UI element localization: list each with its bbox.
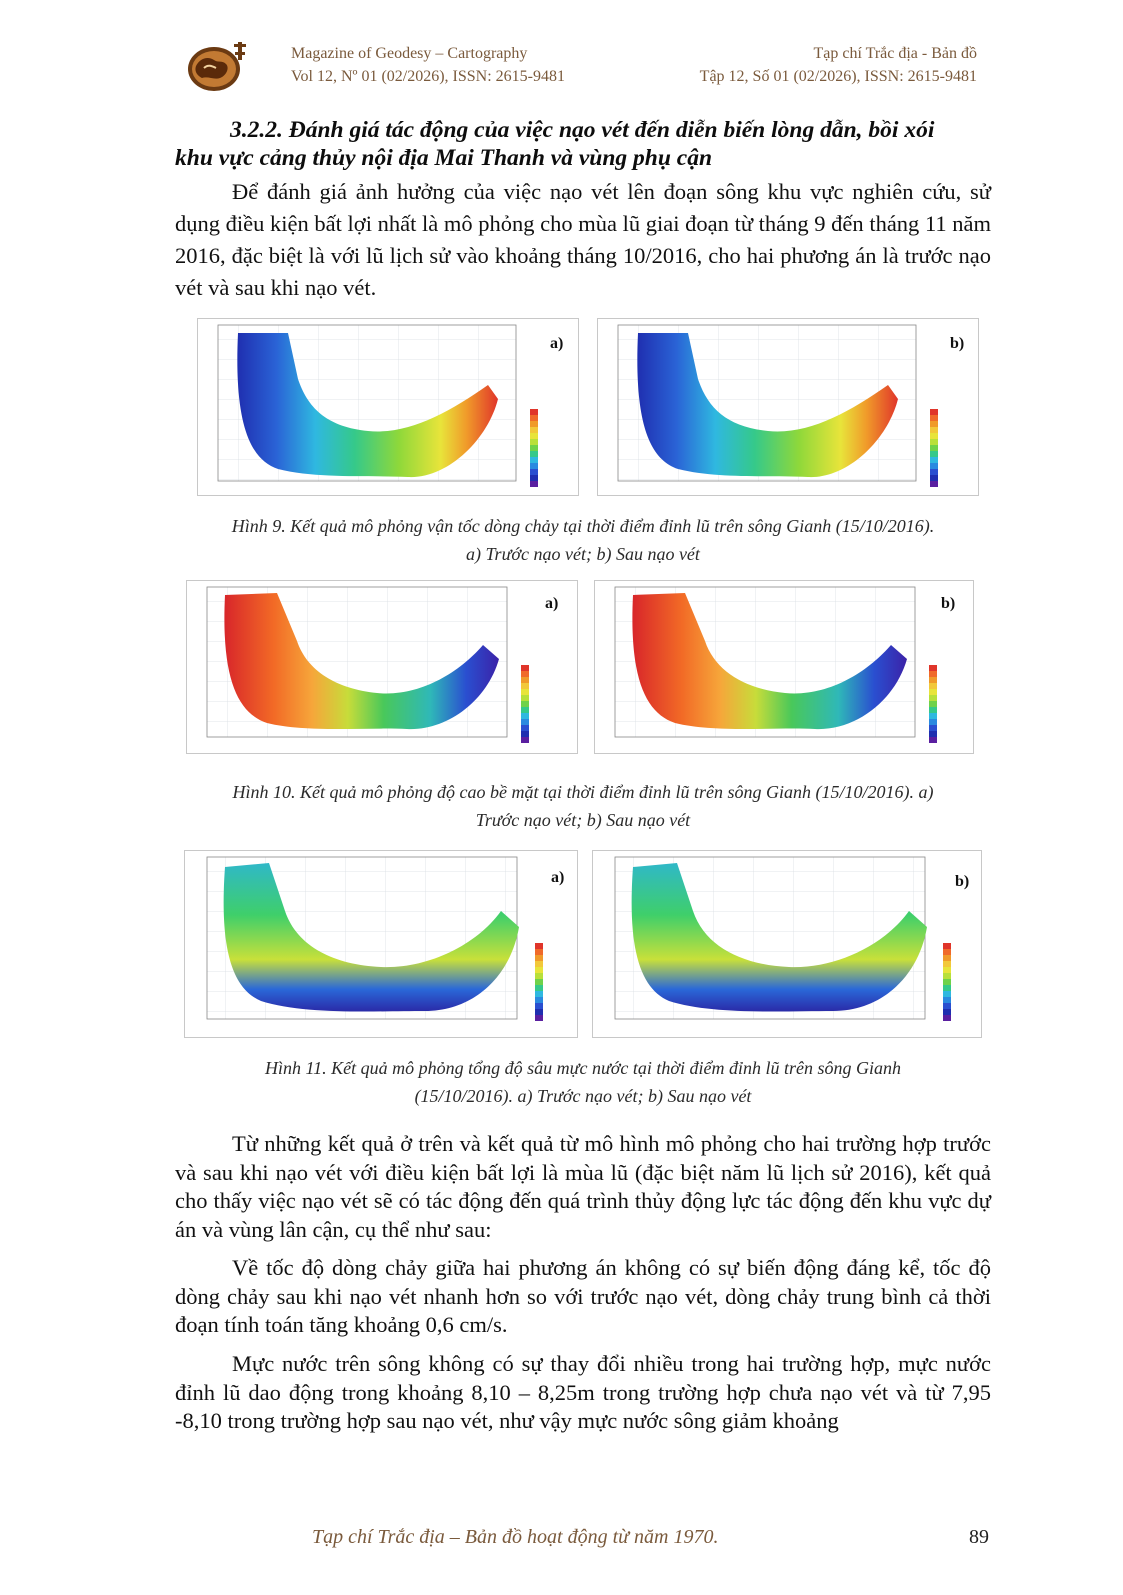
fig10-caption [175, 778, 991, 834]
fig11-label-b: b) [955, 873, 970, 890]
fig11-label-a: a) [551, 869, 565, 886]
fig10-caption-line2: Trước nạo vét; b) Sau nạo vét [475, 810, 691, 830]
fig9-caption [175, 512, 991, 568]
fig10-caption-line1: Hình 10. Kết quả mô phỏng độ cao bề mặt tại thời điểm đỉnh lũ trên sông Gianh (15/10/2016). a) [232, 782, 934, 802]
footer-tagline: Tạp chí Trắc địa – Bản đồ hoạt động từ năm 1970. [312, 1526, 719, 1548]
fig11-map-b [592, 850, 982, 1038]
header-right [700, 42, 977, 88]
fig9-map-b [597, 318, 979, 496]
journal-issue-en: Vol 12, Nº 01 (02/2026), ISSN: 2615-9481 [291, 68, 566, 85]
journal-name-vi: Tạp chí Trắc địa - Bản đồ [813, 45, 977, 62]
paragraph-intro: Để đánh giá ảnh hưởng của việc nạo vét lên đoạn sông khu vực nghiên cứu, sử dụng điều kiện bất lợi nhất là mô phỏng cho mùa lũ giai đoạn từ tháng 9 đến tháng 11 năm 2016, đặc biệt là với lũ lịch sử vào khoảng tháng 10/2016, cho hai phương án là trước nạo vét và sau khi nạo vét. [175, 179, 991, 300]
fig9-label-b: b) [950, 335, 965, 352]
fig10-map-b [594, 580, 974, 754]
fig9-caption-line2: a) Trước nạo vét; b) Sau nạo vét [466, 544, 700, 564]
fig11-map-a [184, 850, 578, 1038]
journal-logo-icon [182, 38, 254, 94]
fig10-map-a [186, 580, 578, 754]
fig10-label-a: a) [545, 595, 559, 612]
page-number: 89 [969, 1526, 989, 1548]
fig11-caption-line2: (15/10/2016). a) Trước nạo vét; b) Sau nạo vét [414, 1086, 752, 1106]
paragraph-flow-velocity: Về tốc độ dòng chảy giữa hai phương án không có sự biến động đáng kể, tốc độ dòng chảy sau khi nạo vét nhanh hơn so với trước nạo vét, dòng chảy trung bình cả thời đoạn tính toán tăng khoảng 0,6 cm/s. [175, 1255, 991, 1337]
fig9-map-a [197, 318, 579, 496]
paragraph-conclusion-intro: Từ những kết quả ở trên và kết quả từ mô hình mô phỏng cho hai trường hợp trước và sau khi nạo vét với điều kiện bất lợi là mùa lũ (đặc biệt năm lũ lịch sử 2016), kết quả cho thấy việc nạo vét sẽ có tác động đến quá trình thủy động lực tác động đến khu vực dự án và vùng lân cận, cụ thể như sau: [175, 1131, 991, 1242]
journal-name-en: Magazine of Geodesy – Cartography [291, 45, 528, 62]
journal-issue-vi: Tập 12, Số 01 (02/2026), ISSN: 2615-9481 [699, 68, 977, 85]
paragraph-water-level: Mực nước trên sông không có sự thay đổi nhiều trong hai trường hợp, mực nước đỉnh lũ dao động trong khoảng 8,10 – 8,25m trong trường hợp chưa nạo vét và từ 7,95 -8,10 trong trường hợp sau nạo vét, như vậy mực nước sông giảm khoảng [175, 1351, 991, 1433]
header-left [291, 42, 565, 88]
fig9-label-a: a) [550, 335, 564, 352]
fig10-label-b: b) [941, 595, 956, 612]
section-heading [175, 116, 991, 172]
fig11-caption [175, 1054, 991, 1110]
fig9-caption-line1: Hình 9. Kết quả mô phỏng vận tốc dòng chảy tại thời điểm đỉnh lũ trên sông Gianh (15/10/2016). [231, 516, 935, 536]
section-heading-line1: 3.2.2. Đánh giá tác động của việc nạo vét đến diễn biến lòng dẫn, bồi xói [230, 117, 935, 143]
section-heading-line2: khu vực cảng thủy nội địa Mai Thanh và vùng phụ cận [175, 145, 713, 171]
fig11-caption-line1: Hình 11. Kết quả mô phỏng tổng độ sâu mực nước tại thời điểm đỉnh lũ trên sông Gianh [265, 1058, 901, 1078]
